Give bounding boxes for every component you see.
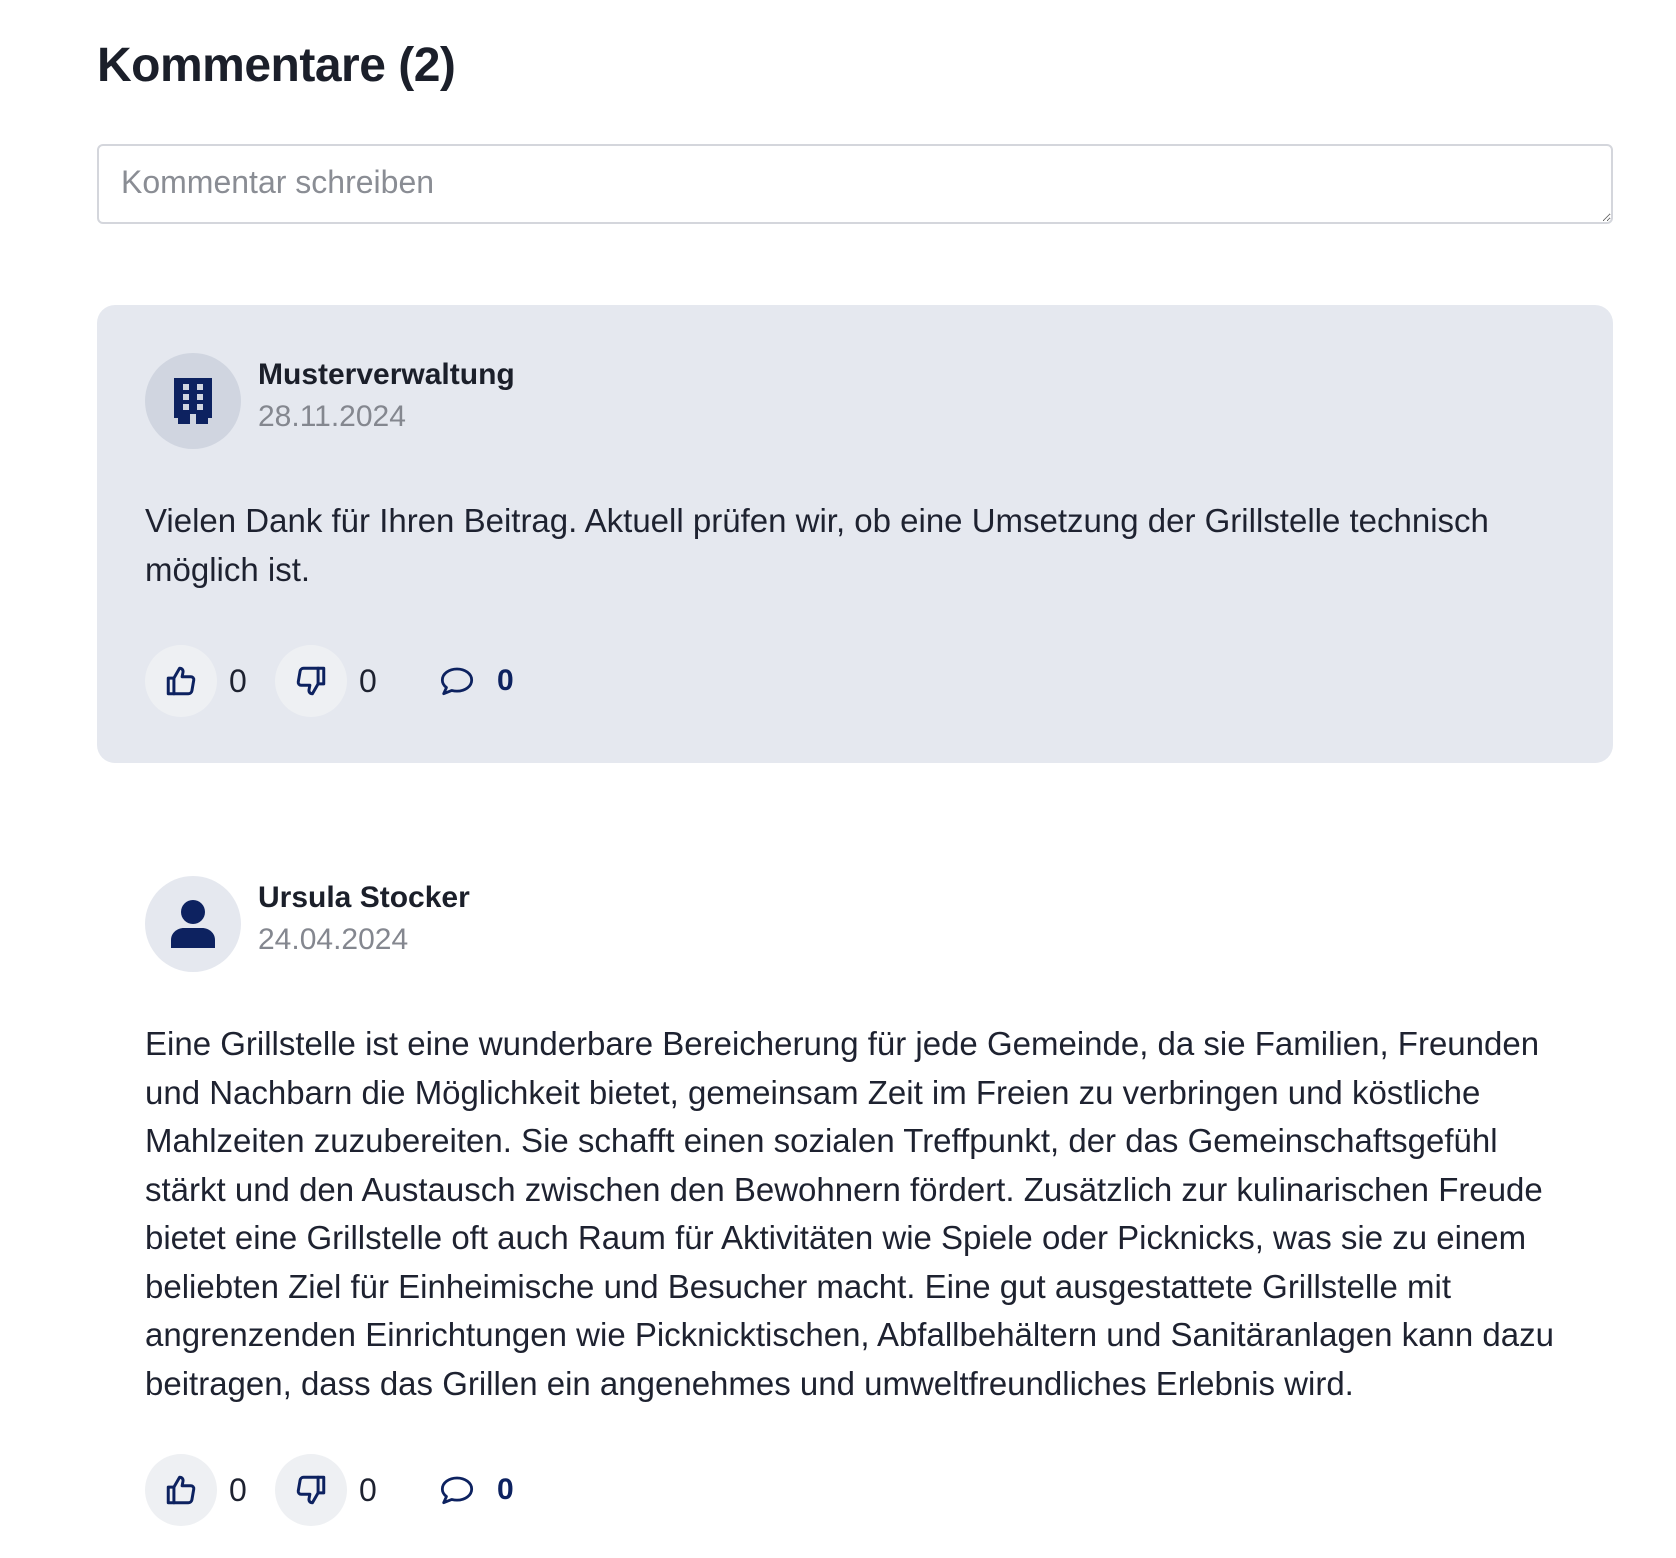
reply-button[interactable] — [439, 664, 514, 698]
speech-bubble-icon — [439, 1474, 475, 1506]
thumbs-down-icon — [294, 1473, 328, 1507]
avatar — [145, 876, 241, 972]
dislike-count: 0 — [359, 1471, 377, 1508]
dislike-button[interactable] — [275, 645, 347, 717]
like-count: 0 — [229, 662, 247, 699]
thumbs-up-icon — [164, 1473, 198, 1507]
user-icon — [171, 900, 215, 948]
comment-text: Eine Grillstelle ist eine wunderbare Bereicherung für jede Gemeinde, da sie Familien, Freunden und Nachbarn die Möglichkeit bietet, gemeinsam Zeit im Freien zu verbringen und köstliche Mahlzeiten zuzubereiten. Sie schafft einen sozialen Treffpunkt, der das Gemeinschaftsgefühl stärkt und den Austausch zwischen den Bewohnern fördert. Zusätzlich zur kulinarischen Freude bietet eine Grillstelle oft auch Raum für Aktivitäten wie Spiele oder Picknicks, was sie zu einem beliebten Ziel für Einheimische und Besucher macht. Eine gut ausgestattete Grillstelle mit angrenzenden Einrichtungen wie Picknicktischen, Abfallbehältern und Sanitäranlagen kann dazu beitragen, dass das Grillen ein angenehmes und umweltfreundliches Erlebnis wird. — [145, 1025, 1554, 1402]
comment-actions — [145, 645, 514, 717]
comment-card-user — [97, 828, 1613, 1548]
comments-heading: Kommentare (2) — [97, 39, 456, 92]
comment-actions — [145, 1454, 514, 1526]
comment-author: Ursula Stocker — [258, 881, 470, 914]
like-button[interactable] — [145, 1454, 217, 1526]
speech-bubble-icon — [439, 665, 475, 697]
comment-date: 28.11.2024 — [258, 400, 406, 433]
comment-card-official — [97, 305, 1613, 763]
like-button[interactable] — [145, 645, 217, 717]
reply-button[interactable] — [439, 1473, 514, 1507]
comment-author: Musterverwaltung — [258, 358, 515, 391]
thumbs-down-icon — [294, 664, 328, 698]
reply-count: 0 — [497, 664, 514, 697]
avatar — [145, 353, 241, 449]
building-icon — [174, 378, 212, 424]
thumbs-up-icon — [164, 664, 198, 698]
reply-count: 0 — [497, 1473, 514, 1506]
comment-text: Vielen Dank für Ihren Beitrag. Aktuell prüfen wir, ob eine Umsetzung der Grillstelle technisch möglich ist. — [145, 502, 1489, 588]
dislike-count: 0 — [359, 662, 377, 699]
comment-input[interactable] — [97, 144, 1613, 224]
dislike-button[interactable] — [275, 1454, 347, 1526]
like-count: 0 — [229, 1471, 247, 1508]
comment-date: 24.04.2024 — [258, 923, 409, 956]
